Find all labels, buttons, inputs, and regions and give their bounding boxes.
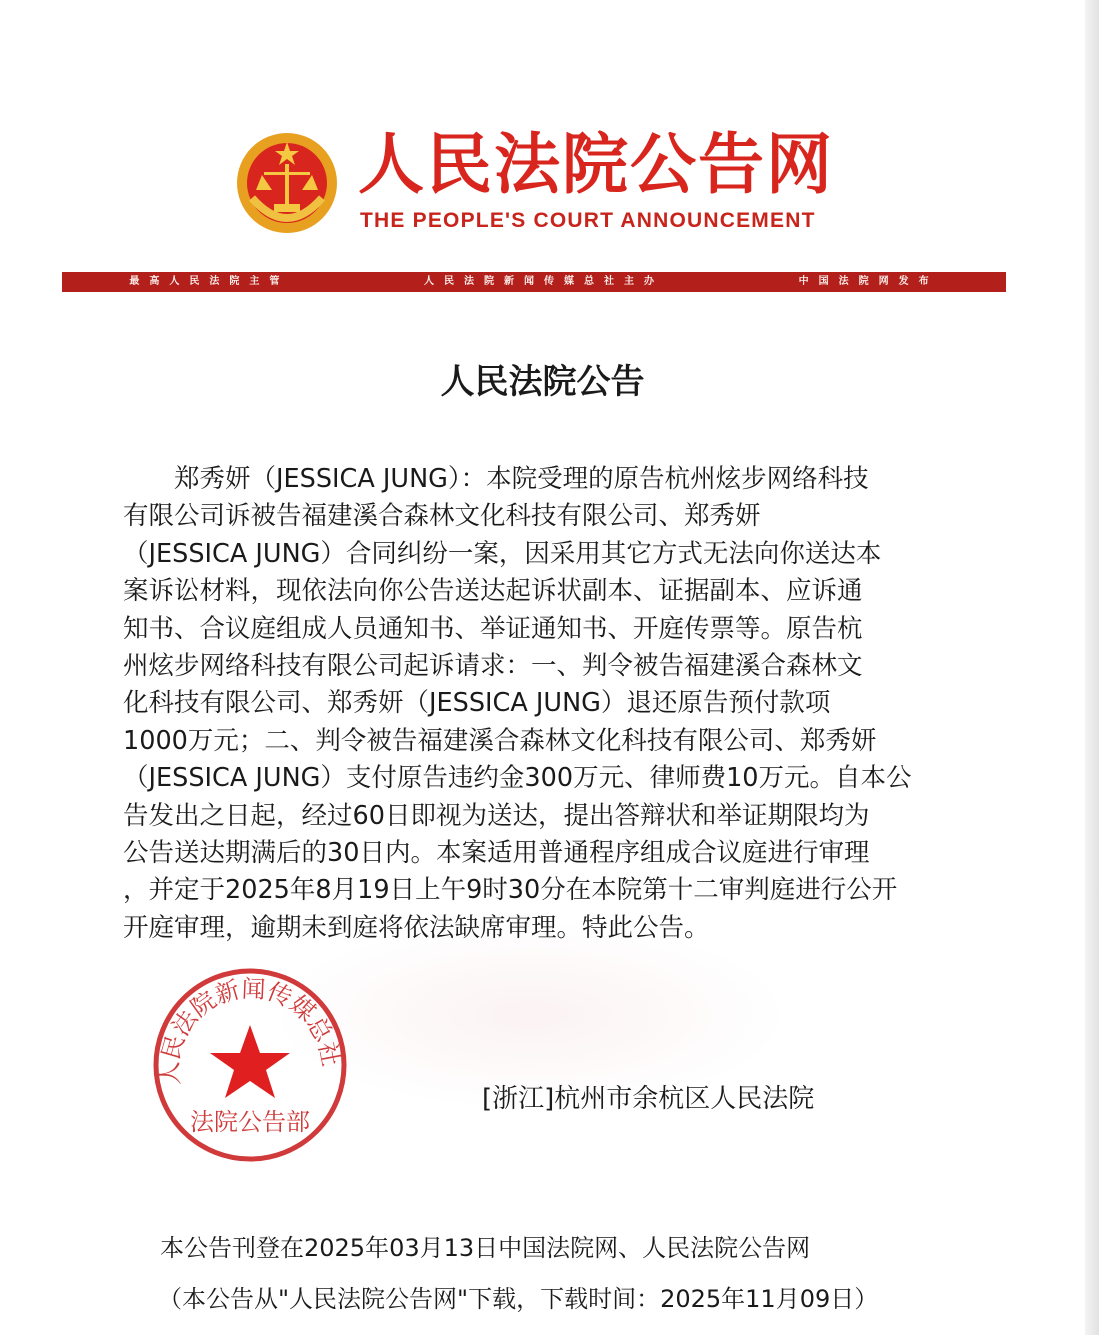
seal-inner-text: 法院公告部 <box>190 1108 310 1136</box>
publication-note: 本公告刊登在2025年03月13日中国法院网、人民法院公告网 <box>160 1234 811 1262</box>
body-line: 1000万元；二、判令被告福建溪合森林文化科技有限公司、郑秀妍 <box>123 725 877 756</box>
seal-outer-text: 人民法院新闻传媒总社 <box>155 974 345 1087</box>
bar-item: 中国法院网发布 <box>798 276 939 287</box>
body-line: 州炫步网络科技有限公司起诉请求：一、判令被告福建溪合森林文 <box>123 651 863 682</box>
official-seal-icon <box>150 965 350 1165</box>
body-line: 化科技有限公司、郑秀妍（JESSICA JUNG）退还原告预付款项 <box>123 688 831 719</box>
header-red-bar <box>62 272 1006 292</box>
brand-title-cn: 人民法院公告网 <box>358 126 834 203</box>
body-line: ，并定于2025年8月19日上午9时30分在本院第十二审判庭进行公开 <box>123 875 898 906</box>
page-title: 人民法院公告 <box>440 362 645 402</box>
body-line: 告发出之日起，经过60日即视为送达，提出答辩状和举证期限均为 <box>123 800 870 831</box>
bar-item: 最高人民法院主管 <box>129 276 290 287</box>
page-edge <box>1085 0 1099 1335</box>
body-line: 知书、合议庭组成人员通知书、举证通知书、开庭传票等。原告杭 <box>123 613 863 644</box>
body-line: 案诉讼材料，现依法向你公告送达起诉状副本、证据副本、应诉通 <box>123 576 863 607</box>
body-line: 公告送达期满后的30日内。本案适用普通程序组成合议庭进行审理 <box>123 838 870 869</box>
bar-item: 人民法院新闻传媒总社主办 <box>423 276 664 287</box>
body-line: 有限公司诉被告福建溪合森林文化科技有限公司、郑秀妍 <box>123 501 761 532</box>
body-line: （JESSICA JUNG）合同纠纷一案，因采用其它方式无法向你送达本 <box>123 538 882 569</box>
body-line: （JESSICA JUNG）支付原告违约金300万元、律师费10万元。自本公 <box>123 763 912 794</box>
body-line: 开庭审理，逾期未到庭将依法缺席审理。特此公告。 <box>123 912 710 943</box>
download-note: （本公告从"人民法院公告网"下载，下载时间：2025年11月09日） <box>158 1285 879 1313</box>
announcement-body <box>123 461 943 947</box>
court-emblem-icon <box>232 128 342 238</box>
court-name: [浙江]杭州市余杭区人民法院 <box>482 1084 815 1114</box>
body-line: 郑秀妍（JESSICA JUNG）：本院受理的原告杭州炫步网络科技 <box>123 464 869 494</box>
brand-title-en: THE PEOPLE'S COURT ANNOUNCEMENT <box>360 209 816 232</box>
